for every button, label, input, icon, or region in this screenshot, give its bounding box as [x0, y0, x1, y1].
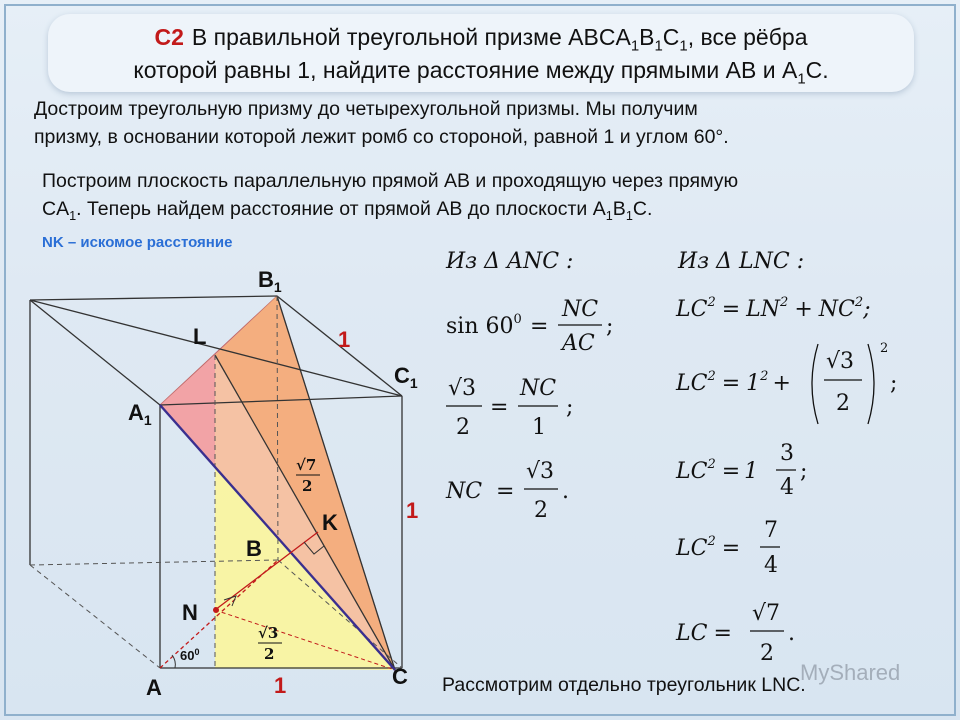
paragraph1-line1: Достроим треугольную призму до четырехугольной призмы. Мы получим — [34, 98, 698, 120]
title-line1-b: B — [639, 24, 655, 50]
paragraph2-line2-mid: . Теперь найдем расстояние от прямой AB до плоскости A — [76, 198, 606, 220]
eq1-lhs: $\sin 60^0$ — [446, 312, 522, 339]
label-a: A — [146, 675, 162, 700]
paragraph2-line2-prefix: CA — [42, 198, 70, 220]
frac-sqrt7-num: √7 — [296, 456, 317, 474]
eq1-num: NC — [562, 297, 599, 322]
right-header: Из Δ LNC : — [678, 249, 805, 274]
eq2-eq: = — [490, 395, 509, 420]
r-eq3-lhs: $LC^2 = 1$ — [676, 457, 759, 484]
eq2-num1: √3 — [448, 376, 477, 401]
eq2-tail: ; — [566, 395, 574, 420]
r-eq4-lhs: $LC^2$ = — [676, 534, 741, 561]
r-eq5-tail: . — [788, 621, 795, 646]
r-eq3-num: 3 — [780, 441, 794, 466]
title-line1-suffix: , все рёбра — [687, 24, 808, 50]
frac-sqrt3-den: 2 — [264, 645, 275, 663]
r-eq2-tail: ; — [890, 371, 898, 396]
frac-sqrt7-den: 2 — [302, 477, 313, 495]
r-eq5-lhs: LC = — [676, 621, 732, 646]
title-line2-prefix: которой равны 1, найдите расстояние между прямыми AB и A — [133, 57, 798, 83]
label-c1: $C_1$ — [394, 363, 418, 391]
label-b1: $B_1$ — [258, 267, 282, 295]
eq3-lhs: NC — [446, 479, 483, 504]
r-eq2-outer-sup: 2 — [880, 341, 889, 356]
r-eq2-rparen — [868, 344, 874, 424]
title-line1-sub2: 1 — [654, 37, 663, 55]
label-l: L — [193, 324, 207, 349]
eq3-eq: = — [496, 479, 515, 504]
r-eq2-den: 2 — [836, 391, 850, 416]
angle-label: $60^0$ — [180, 647, 200, 663]
edge-label-bottom: 1 — [274, 673, 287, 698]
eq3-num: √3 — [526, 459, 555, 484]
title-line2-suffix: C. — [805, 57, 829, 83]
task-id: C2 — [154, 24, 184, 50]
answer-note: NK – искомое расстояние — [42, 234, 233, 251]
label-n: N — [182, 600, 198, 625]
title-line1-prefix: В правильной треугольной призме ABCA — [191, 24, 631, 50]
label-b: B — [246, 536, 262, 561]
title-line1-sub1: 1 — [630, 37, 640, 55]
watermark: MyShared — [800, 660, 901, 685]
r-eq5-num: √7 — [752, 601, 781, 626]
eq2-den1: 2 — [456, 415, 470, 440]
label-k: K — [322, 510, 338, 535]
eq3-den: 2 — [534, 498, 548, 523]
edge-label-top: 1 — [338, 327, 351, 352]
label-a1: $A_1$ — [128, 400, 152, 428]
frac-sqrt3-num: √3 — [258, 624, 279, 642]
paragraph2-line2-suffix: C. — [632, 198, 653, 220]
r-eq3-den: 4 — [780, 475, 794, 500]
r-eq5-den: 2 — [760, 641, 774, 666]
r-eq2-lparen — [812, 344, 818, 424]
paragraph2-sub2: 1 — [605, 208, 613, 223]
eq3-tail: . — [562, 479, 569, 504]
eq1-tail: ; — [606, 314, 614, 339]
eq2-den2: 1 — [532, 415, 546, 440]
r-eq4-den: 4 — [764, 553, 778, 578]
r-eq4-num: 7 — [764, 518, 778, 543]
r-eq2-num: √3 — [826, 349, 855, 374]
paragraph2-sub1: 1 — [69, 208, 77, 223]
paragraph2-line1: Построим плоскость параллельную прямой AB и проходящую через прямую — [42, 170, 739, 192]
eq1-eq: = — [530, 314, 549, 339]
label-c: C — [392, 664, 408, 689]
eq1-den: AC — [562, 331, 595, 356]
footer-text: Рассмотрим отдельно треугольник LNC. — [442, 674, 806, 696]
r-eq3-tail: ; — [800, 459, 808, 484]
edge-label-right: 1 — [406, 498, 419, 523]
title-line1-sub3: 1 — [679, 37, 688, 55]
eq2-num2: NC — [520, 376, 557, 401]
paragraph2-sub3: 1 — [625, 208, 633, 223]
r-eq1: $LC^2 = LN^2 + NC^2$; — [676, 295, 871, 322]
paragraph1-line2: призму, в основании которой лежит ромб со стороной, равной 1 и углом 60°. — [34, 126, 729, 148]
title-line2-sub1: 1 — [797, 70, 806, 88]
title-line1-c: C — [662, 24, 680, 50]
paragraph2-line2-b: B — [612, 198, 626, 220]
left-header: Из Δ ANC : — [446, 249, 574, 274]
r-eq2-lhs: $LC^2 = 1^2$ + — [676, 369, 791, 396]
